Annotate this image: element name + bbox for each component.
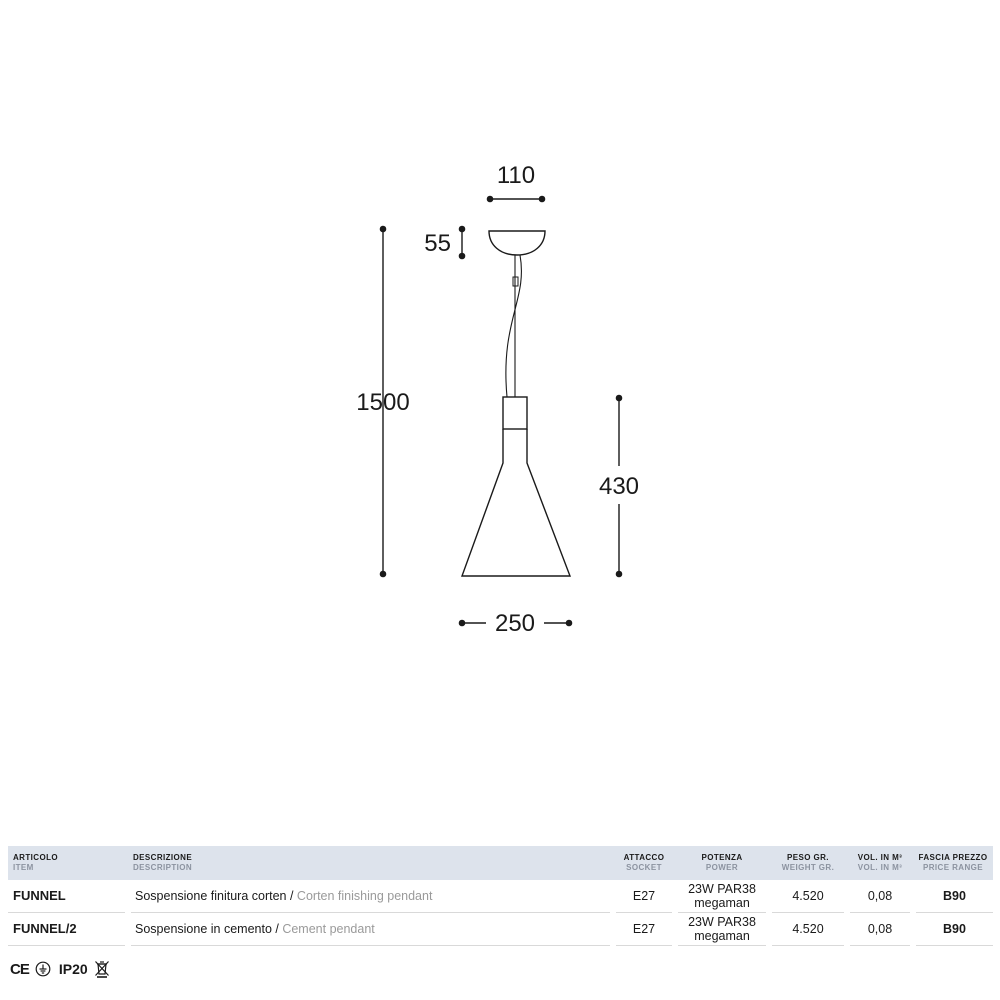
header-weight: PESO GR. WEIGHT GR. <box>781 853 835 872</box>
canopy-width-dimension-line <box>487 196 544 201</box>
item-description: Sospensione finitura corten / Corten finishing pendant <box>128 880 613 913</box>
weee-bin-icon <box>94 960 110 978</box>
item-socket: E27 <box>613 880 675 913</box>
table-row <box>8 913 993 946</box>
ip-rating-badge: IP20 <box>58 961 88 977</box>
item-volume: 0,08 <box>847 913 913 946</box>
table-header-row <box>8 846 993 880</box>
header-socket: ATTACCO SOCKET <box>623 853 665 872</box>
table-row <box>8 880 993 913</box>
header-price-range: FASCIA PREZZO PRICE RANGE <box>918 853 988 872</box>
ce-mark-icon: CE <box>10 960 29 978</box>
item-power: 23W PAR38 megaman <box>675 913 769 946</box>
item-code: FUNNEL/2 <box>8 913 128 946</box>
item-socket: E27 <box>613 913 675 946</box>
header-item: ARTICOLO ITEM <box>13 853 58 872</box>
item-code: FUNNEL <box>8 880 128 913</box>
header-power: POTENZA POWER <box>701 853 743 872</box>
item-weight: 4.520 <box>769 913 847 946</box>
item-power: 23W PAR38 megaman <box>675 880 769 913</box>
pendant-lamp-outline <box>462 231 570 576</box>
spec-table <box>8 846 993 946</box>
header-volume: VOL. IN M³ VOL. IN M³ <box>857 853 903 872</box>
item-volume: 0,08 <box>847 880 913 913</box>
shade-width-label: 250 <box>494 610 536 637</box>
canopy-width-label: 110 <box>496 162 536 189</box>
header-description: DESCRIZIONE DESCRIPTION <box>133 853 193 872</box>
item-price-range: B90 <box>913 880 993 913</box>
item-weight: 4.520 <box>769 880 847 913</box>
total-height-label: 1500 <box>356 389 410 416</box>
earth-ground-icon <box>35 961 51 977</box>
shade-height-label: 430 <box>598 473 640 500</box>
item-description: Sospensione in cemento / Cement pendant <box>128 913 613 946</box>
item-price-range: B90 <box>913 913 993 946</box>
canopy-height-label: 55 <box>424 230 451 257</box>
certification-marks <box>10 958 110 980</box>
canopy-height-dimension-line <box>459 226 464 258</box>
